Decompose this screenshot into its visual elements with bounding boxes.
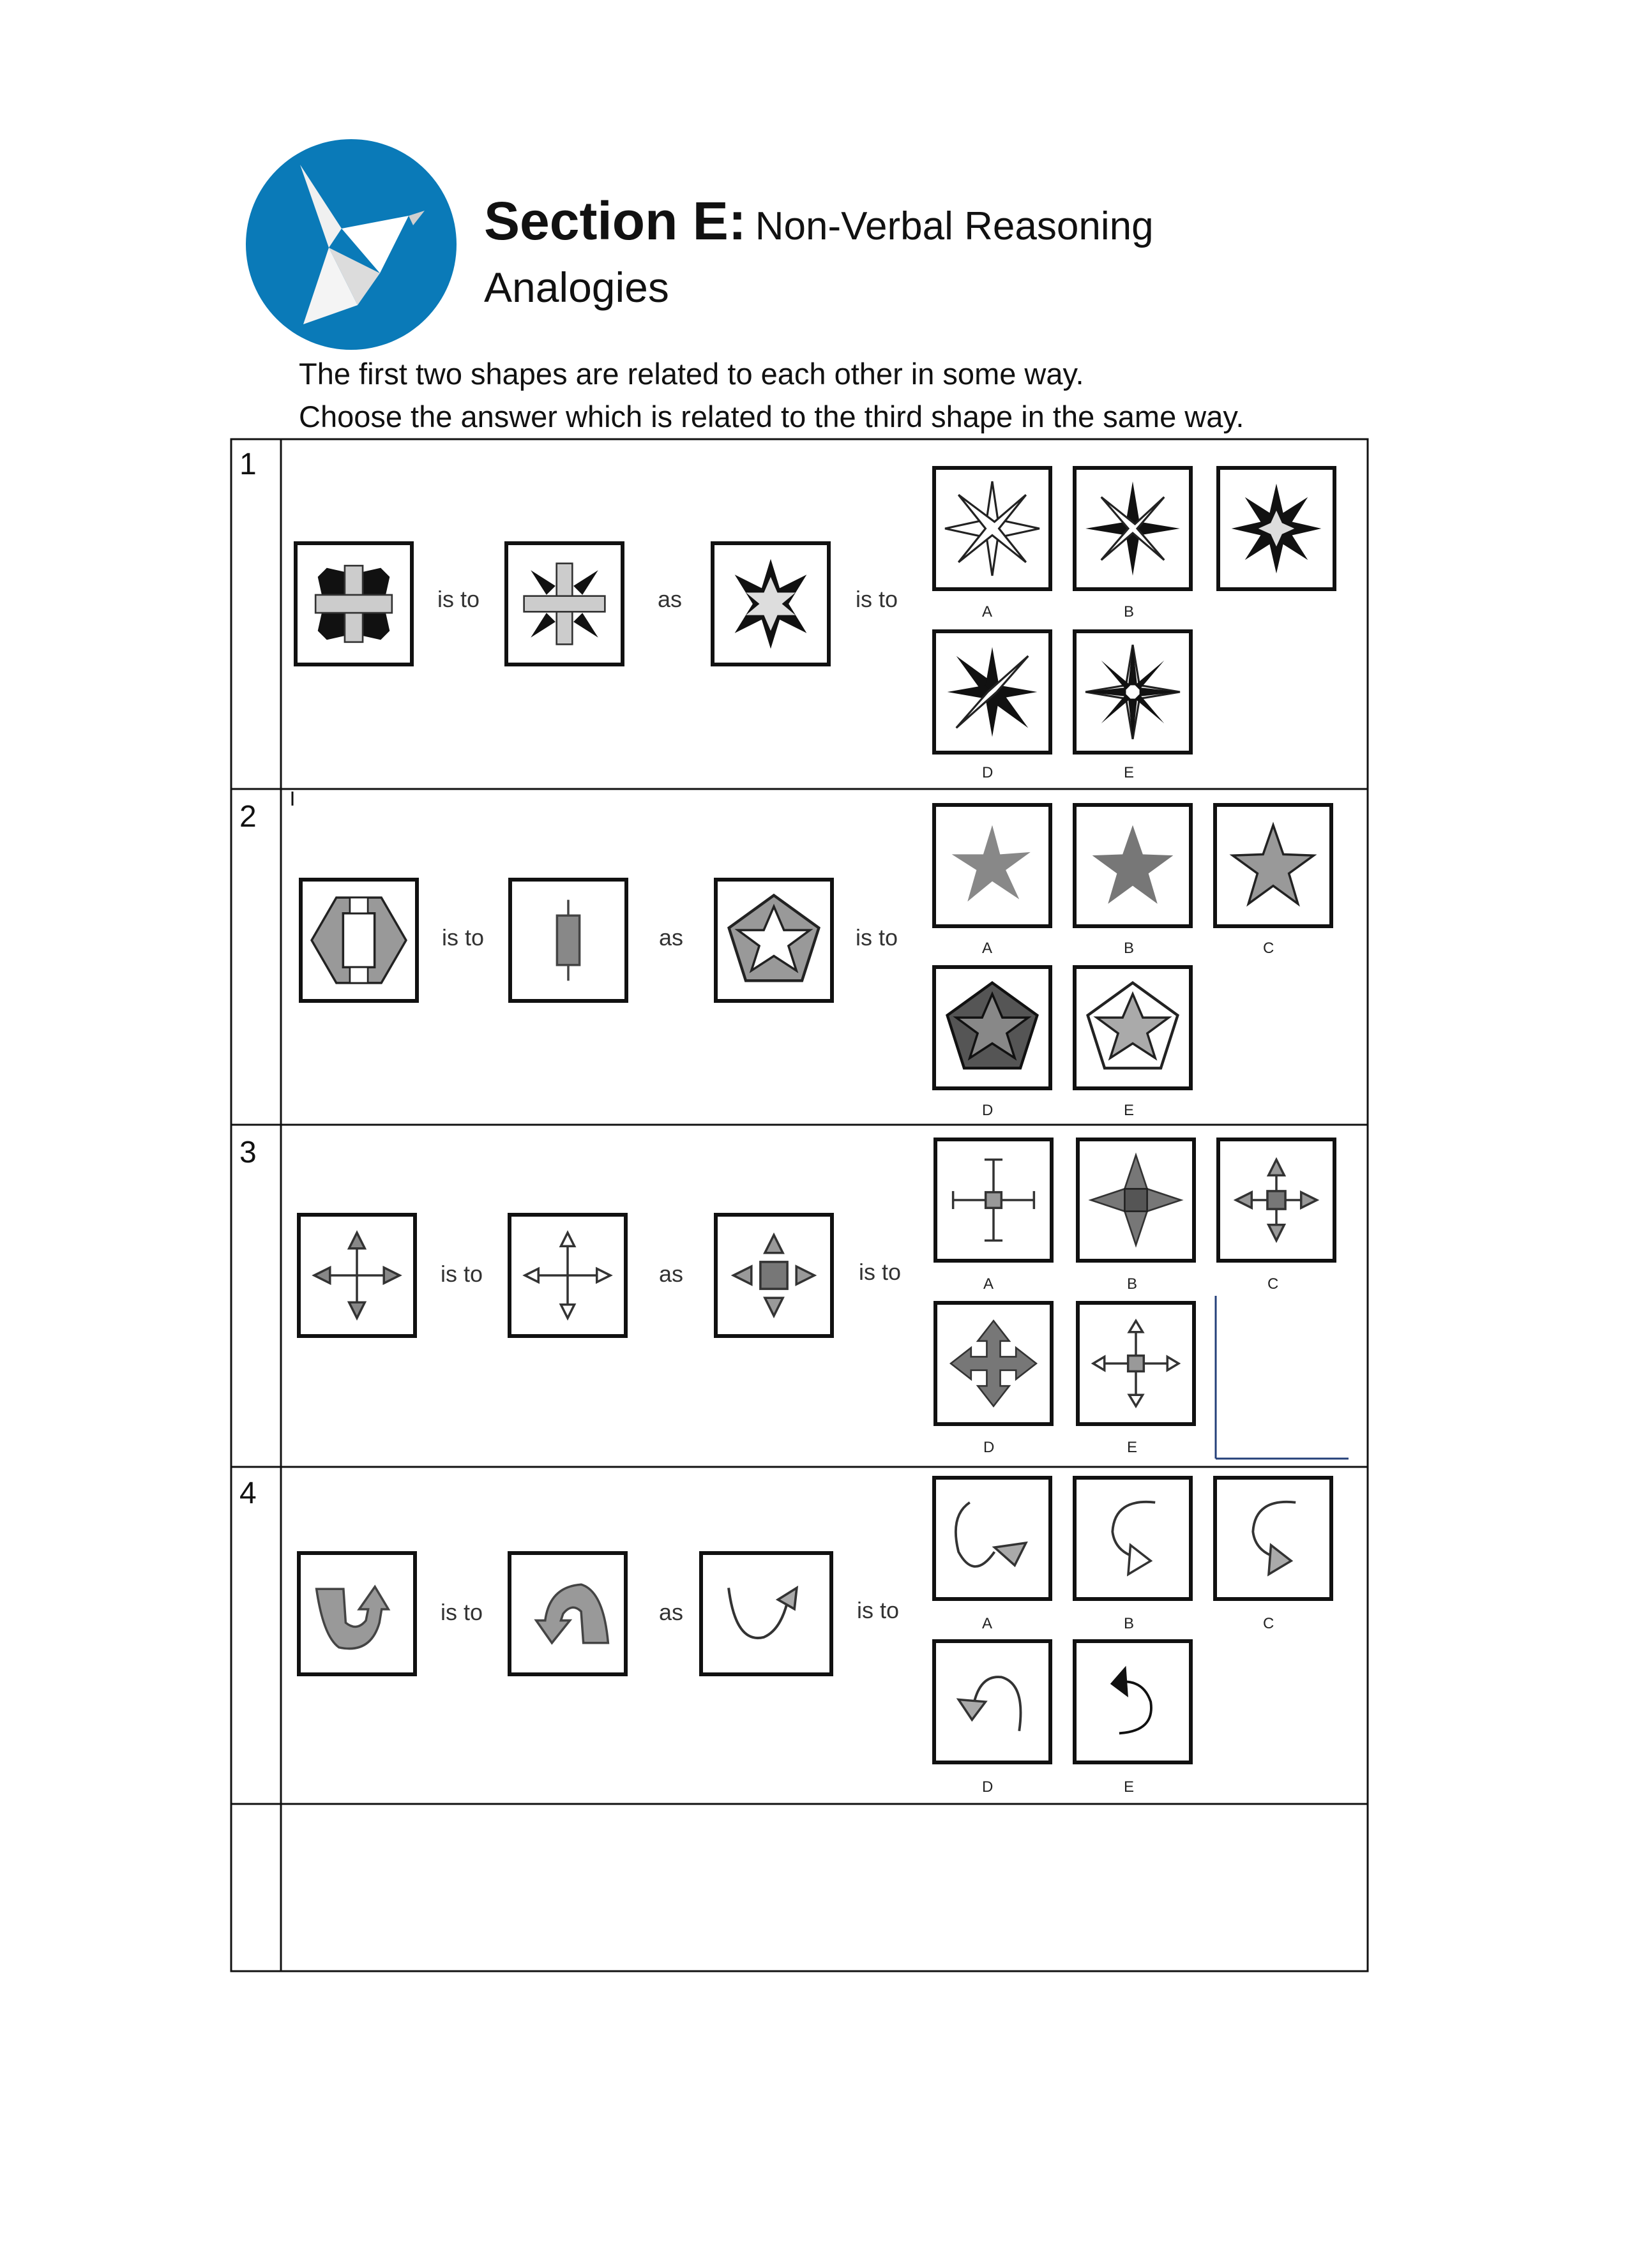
q2-option-c[interactable] — [1213, 803, 1333, 928]
q3-option-d-label: D — [983, 1439, 995, 1456]
q2-shape-1 — [299, 878, 419, 1003]
q1-as: as — [658, 586, 683, 612]
q3-option-d[interactable] — [933, 1301, 1054, 1426]
question-number-1: 1 — [239, 447, 257, 481]
q1-option-b-label: B — [1124, 603, 1135, 620]
q3-shape-3 — [714, 1213, 834, 1338]
section-title: Non-Verbal Reasoning — [755, 204, 1154, 248]
q2-option-b[interactable] — [1073, 803, 1193, 928]
q2-option-e[interactable] — [1073, 965, 1193, 1090]
q3-as: as — [659, 1261, 684, 1287]
q2-option-d-label: D — [982, 1102, 994, 1119]
q4-option-a-label: A — [982, 1615, 993, 1632]
instruction-line-2: Choose the answer which is related to the third shape in the same way. — [299, 400, 1244, 433]
q2-as: as — [659, 924, 684, 950]
q1-option-e-label: E — [1124, 764, 1135, 781]
question-number-2: 2 — [239, 800, 257, 834]
q4-option-c-label: C — [1263, 1615, 1274, 1632]
q1-option-a-label: A — [982, 603, 993, 620]
section-label: Section E: — [484, 191, 746, 251]
q1-option-d[interactable] — [932, 629, 1052, 755]
q4-option-d-label: D — [982, 1778, 994, 1796]
q4-is-to-1: is to — [441, 1599, 483, 1625]
q3-is-to-2: is to — [859, 1259, 902, 1285]
q1-is-to-1: is to — [437, 586, 480, 612]
q2-is-to-2: is to — [856, 924, 898, 950]
q3-option-b[interactable] — [1076, 1138, 1196, 1263]
q3-option-c-label: C — [1267, 1275, 1279, 1293]
q4-shape-2 — [508, 1551, 628, 1676]
q1-shape-2 — [504, 541, 624, 666]
q4-option-c[interactable] — [1213, 1476, 1333, 1601]
q1-option-a[interactable] — [932, 466, 1052, 591]
q2-option-a[interactable] — [932, 803, 1052, 928]
q3-option-e-label: E — [1127, 1439, 1138, 1456]
q3-option-a[interactable] — [933, 1138, 1054, 1263]
q3-option-c[interactable] — [1216, 1138, 1336, 1263]
q3-is-to-1: is to — [441, 1261, 483, 1287]
q2-option-a-label: A — [982, 940, 993, 957]
q3-shape-2 — [508, 1213, 628, 1338]
q2-is-to-1: is to — [442, 924, 485, 950]
q2-shape-2 — [508, 878, 628, 1003]
q4-option-a[interactable] — [932, 1476, 1052, 1601]
q1-option-d-label: D — [982, 764, 994, 781]
q3-shape-1 — [297, 1213, 417, 1338]
q2-shape-3 — [714, 878, 834, 1003]
q4-option-b-label: B — [1124, 1615, 1135, 1632]
q4-shape-3 — [699, 1551, 833, 1676]
q3-option-e[interactable] — [1076, 1301, 1196, 1426]
q4-shape-1 — [297, 1551, 417, 1676]
q3-option-b-label: B — [1127, 1275, 1138, 1293]
q4-option-b[interactable] — [1073, 1476, 1193, 1601]
q1-is-to-2: is to — [856, 586, 898, 612]
q1-shape-1 — [294, 541, 414, 666]
q4-option-d[interactable] — [932, 1639, 1052, 1764]
q1-shape-3 — [711, 541, 831, 666]
question-number-3: 3 — [239, 1136, 257, 1169]
page-subtitle: Analogies — [484, 264, 669, 311]
q3-option-a-label: A — [983, 1275, 994, 1293]
q1-option-b[interactable] — [1073, 466, 1193, 591]
q2-option-d[interactable] — [932, 965, 1052, 1090]
q1-option-e[interactable] — [1073, 629, 1193, 755]
q4-option-e[interactable] — [1073, 1639, 1193, 1764]
q4-as: as — [659, 1599, 684, 1625]
q4-is-to-2: is to — [857, 1597, 900, 1623]
q1-option-c[interactable] — [1216, 466, 1336, 591]
q2-option-b-label: B — [1124, 940, 1135, 957]
instruction-line-1: The first two shapes are related to each other in some way. — [299, 357, 1084, 391]
q2-option-e-label: E — [1124, 1102, 1135, 1119]
question-number-4: 4 — [239, 1476, 257, 1510]
q4-option-e-label: E — [1124, 1778, 1135, 1796]
q2-option-c-label: C — [1263, 940, 1274, 957]
